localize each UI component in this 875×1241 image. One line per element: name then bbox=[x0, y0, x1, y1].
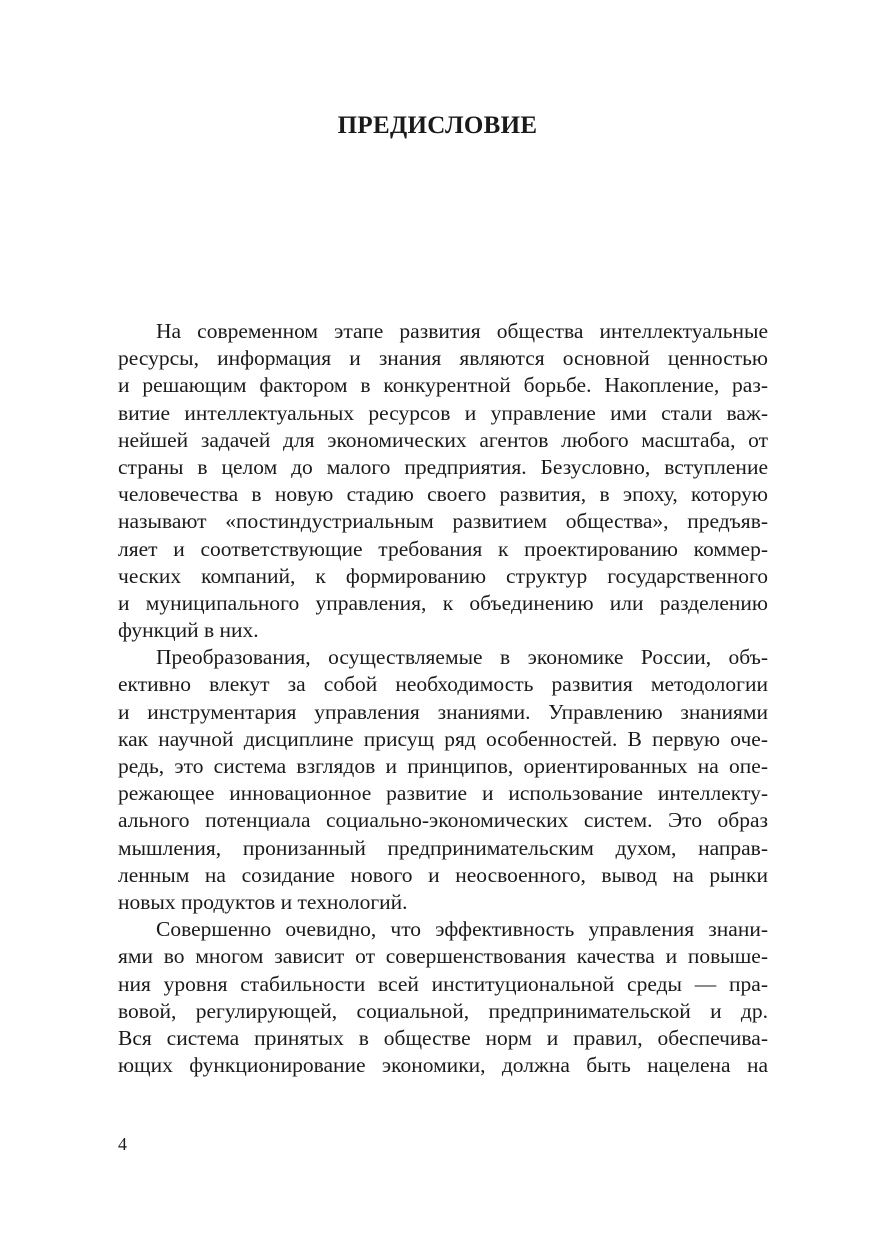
paragraph-2 bbox=[118, 644, 768, 916]
text-line: нейшей задачей для экономических агентов любого масштаба, от bbox=[118, 427, 768, 452]
text-line: ресурсы, информация и знания являются основной ценностью bbox=[118, 346, 768, 371]
text-line: и инструментария управления знаниями. Управлению знаниями bbox=[118, 699, 768, 724]
text-line: ективно влекут за собой необходимость развития методологии bbox=[118, 672, 768, 697]
text-line: Вся система принятых в обществе норм и правил, обеспечива- bbox=[118, 1025, 768, 1050]
text-line: функций в них. bbox=[118, 618, 259, 643]
text-line: и муниципального управления, к объединению или разделению bbox=[118, 590, 768, 615]
text-line: витие интеллектуальных ресурсов и управление ими стали важ- bbox=[118, 400, 768, 425]
text-line: называют «постиндустриальным развитием общества», предъяв- bbox=[118, 509, 768, 534]
paragraph-1 bbox=[118, 318, 768, 644]
text-line: ляет и соответствующие требования к проектированию коммер- bbox=[118, 536, 768, 561]
text-line: ющих функционирование экономики, должна быть нацелена на bbox=[118, 1053, 768, 1078]
text-line: Совершенно очевидно, что эффективность управления знани- bbox=[156, 917, 768, 942]
page-number: 4 bbox=[118, 1134, 127, 1154]
text-line: ального потенциала социально-экономических систем. Это образ bbox=[118, 808, 768, 833]
chapter-title: ПРЕДИСЛОВИЕ bbox=[337, 112, 538, 139]
text-line: ями во многом зависит от совершенствования качества и повыше- bbox=[118, 944, 768, 969]
text-line: страны в целом до малого предприятия. Безусловно, вступление bbox=[118, 454, 768, 479]
text-line: редь, это система взглядов и принципов, ориентированных на опе- bbox=[118, 754, 768, 778]
text-line: вовой, регулирующей, социальной, предпринимательской и др. bbox=[118, 998, 768, 1023]
body-text bbox=[118, 318, 768, 1079]
paragraph-3 bbox=[118, 916, 768, 1079]
text-line: и решающим фактором в конкурентной борьбе. Накопление, раз- bbox=[118, 373, 768, 398]
text-line: человечества в новую стадию своего развития, в эпоху, которую bbox=[118, 482, 768, 507]
text-line: ческих компаний, к формированию структур государственного bbox=[118, 563, 768, 588]
text-line: как научной дисциплине присущ ряд особенностей. В первую оче- bbox=[118, 726, 768, 751]
text-line: На современном этапе развития общества интеллектуальные bbox=[156, 319, 768, 343]
text-line: ния уровня стабильности всей институциональной среды — пра- bbox=[118, 971, 768, 996]
text-line: ленным на созидание нового и неосвоенного, вывод на рынки bbox=[118, 862, 768, 887]
text-line: режающее инновационное развитие и использование интеллекту- bbox=[118, 781, 768, 806]
text-line: мышления, пронизанный предпринимательским духом, направ- bbox=[118, 835, 768, 860]
text-line: новых продуктов и технологий. bbox=[118, 889, 408, 914]
text-line: Преобразования, осуществляемые в экономике России, объ- bbox=[156, 645, 768, 670]
